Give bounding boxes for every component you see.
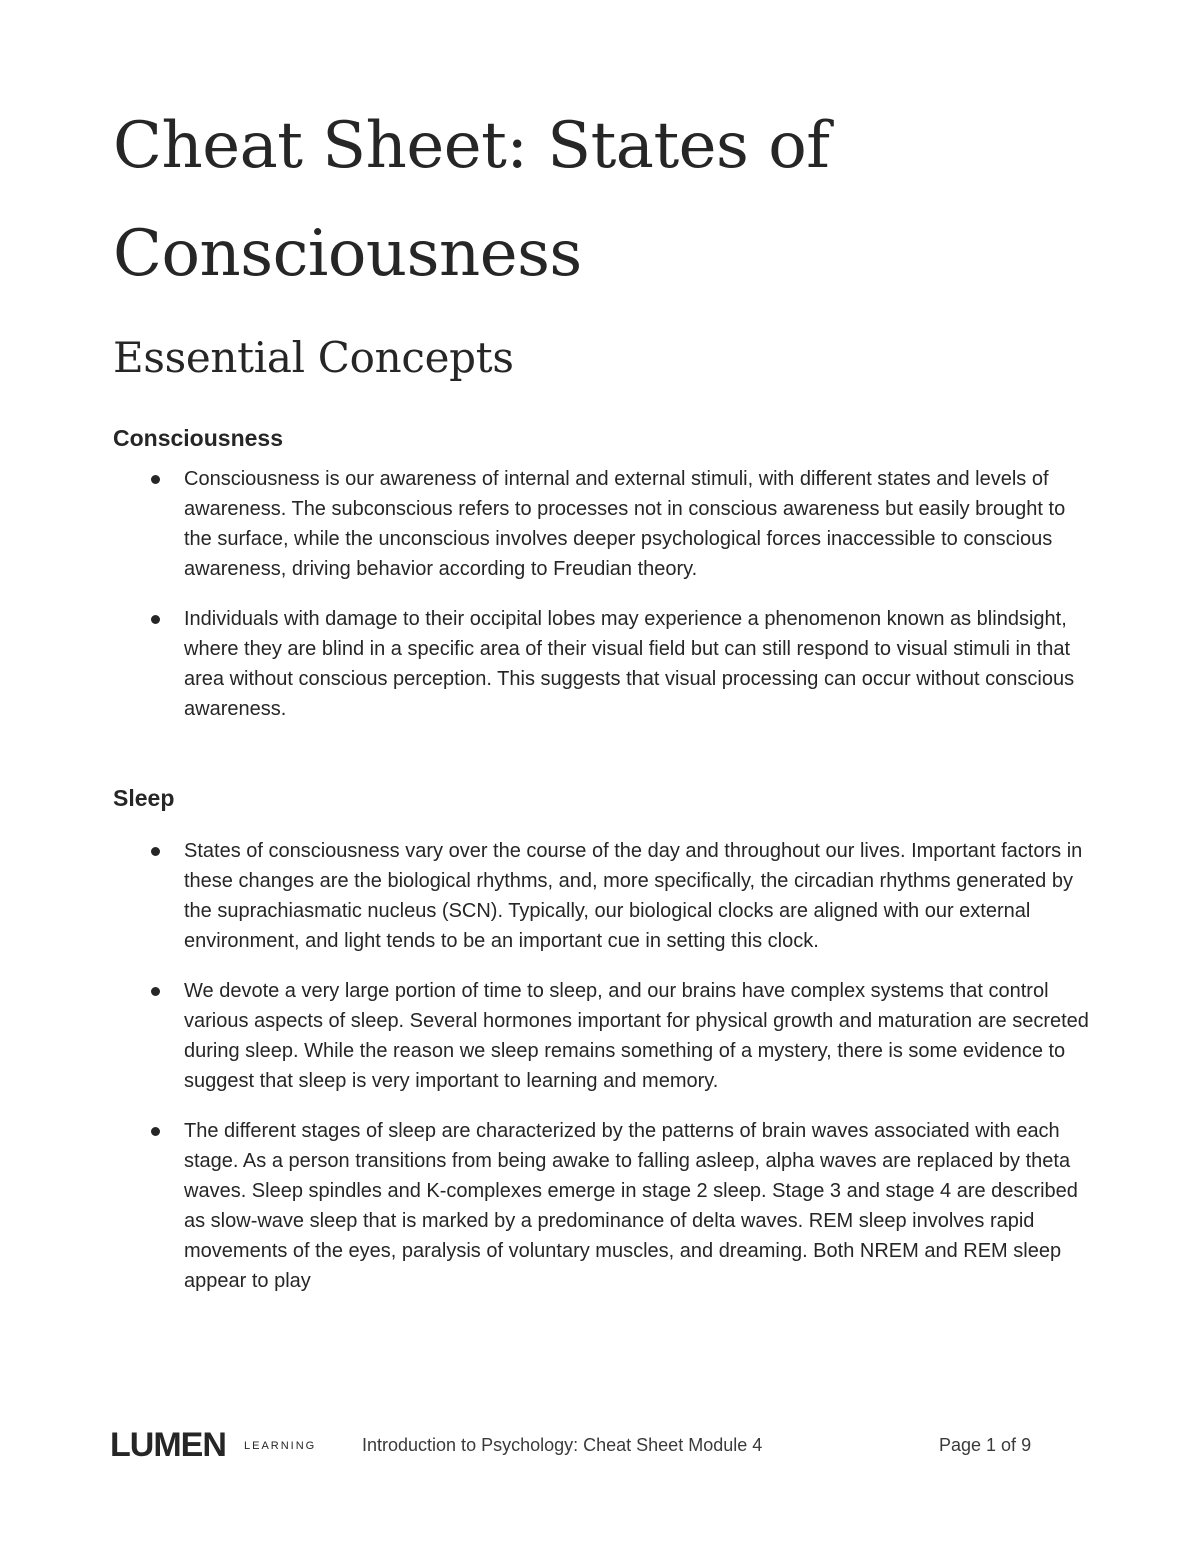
list-item — [113, 464, 1093, 584]
page-title: Cheat Sheet: States of Consciousness — [113, 109, 830, 291]
bullet-text: We devote a very large portion of time to sleep, and our brains have complex systems that control various aspects of sleep. Several hormones important for physical growth and maturation are secreted during sleep. While the reason we sleep remains something of a mystery, there is some evidence to suggest that sleep is very important to learning and memory. — [184, 980, 1089, 1092]
bullet-dot-icon — [151, 847, 160, 856]
list-item — [113, 604, 1093, 724]
footer-page-number: Page 1 of 9 — [939, 1435, 1032, 1455]
consciousness-bullet-list — [113, 464, 1093, 744]
bullet-text: Individuals with damage to their occipital lobes may experience a phenomenon known as blindsight, where they are blind in a specific area of their visual field but can still respond to visual stimuli in that area without conscious perception. This suggests that visual processing can occur without conscious awareness. — [184, 608, 1075, 720]
footer-course-title: Introduction to Psychology: Cheat Sheet Module 4 — [362, 1435, 763, 1455]
list-item — [113, 976, 1093, 1096]
page-footer — [0, 1425, 1200, 1465]
list-item — [113, 836, 1093, 956]
subheading-consciousness: Consciousness — [113, 425, 283, 451]
bullet-text: States of consciousness vary over the course of the day and throughout our lives. Important factors in these changes are the biological rhythms, and, more specifically, the circadian rhythms generated by the suprachiasmatic nucleus (SCN). Typically, our biological clocks are aligned with our external environment, and light tends to be an important cue in setting this clock. — [184, 840, 1083, 952]
bullet-text: Consciousness is our awareness of internal and external stimuli, with different states and levels of awareness. The subconscious refers to processes not in conscious awareness but easily brought to the surface, while the unconscious involves deeper psychological forces inaccessible to conscious awareness, driving behavior according to Freudian theory. — [184, 468, 1066, 580]
bullet-dot-icon — [151, 615, 160, 624]
lumen-logo: LUMEN — [110, 1426, 226, 1464]
bullet-text: The different stages of sleep are characterized by the patterns of brain waves associated with each stage. As a person transitions from being awake to falling asleep, alpha waves are replaced by theta waves. Sleep spindles and K-complexes emerge in stage 2 sleep. Stage 3 and stage 4 are described as slow-wave sleep that is marked by a predominance of delta waves. REM sleep involves rapid movements of the eyes, paralysis of voluntary muscles, and dreaming. Both NREM and REM sleep appear to play — [184, 1120, 1078, 1292]
lumen-logo-subtext: LEARNING — [244, 1440, 317, 1452]
bullet-dot-icon — [151, 475, 160, 484]
section-title-essential-concepts: Essential Concepts — [113, 333, 514, 382]
subheading-sleep: Sleep — [113, 785, 175, 811]
sleep-bullet-list — [113, 836, 1093, 1316]
list-item — [113, 1116, 1093, 1296]
bullet-dot-icon — [151, 1127, 160, 1136]
bullet-dot-icon — [151, 987, 160, 996]
